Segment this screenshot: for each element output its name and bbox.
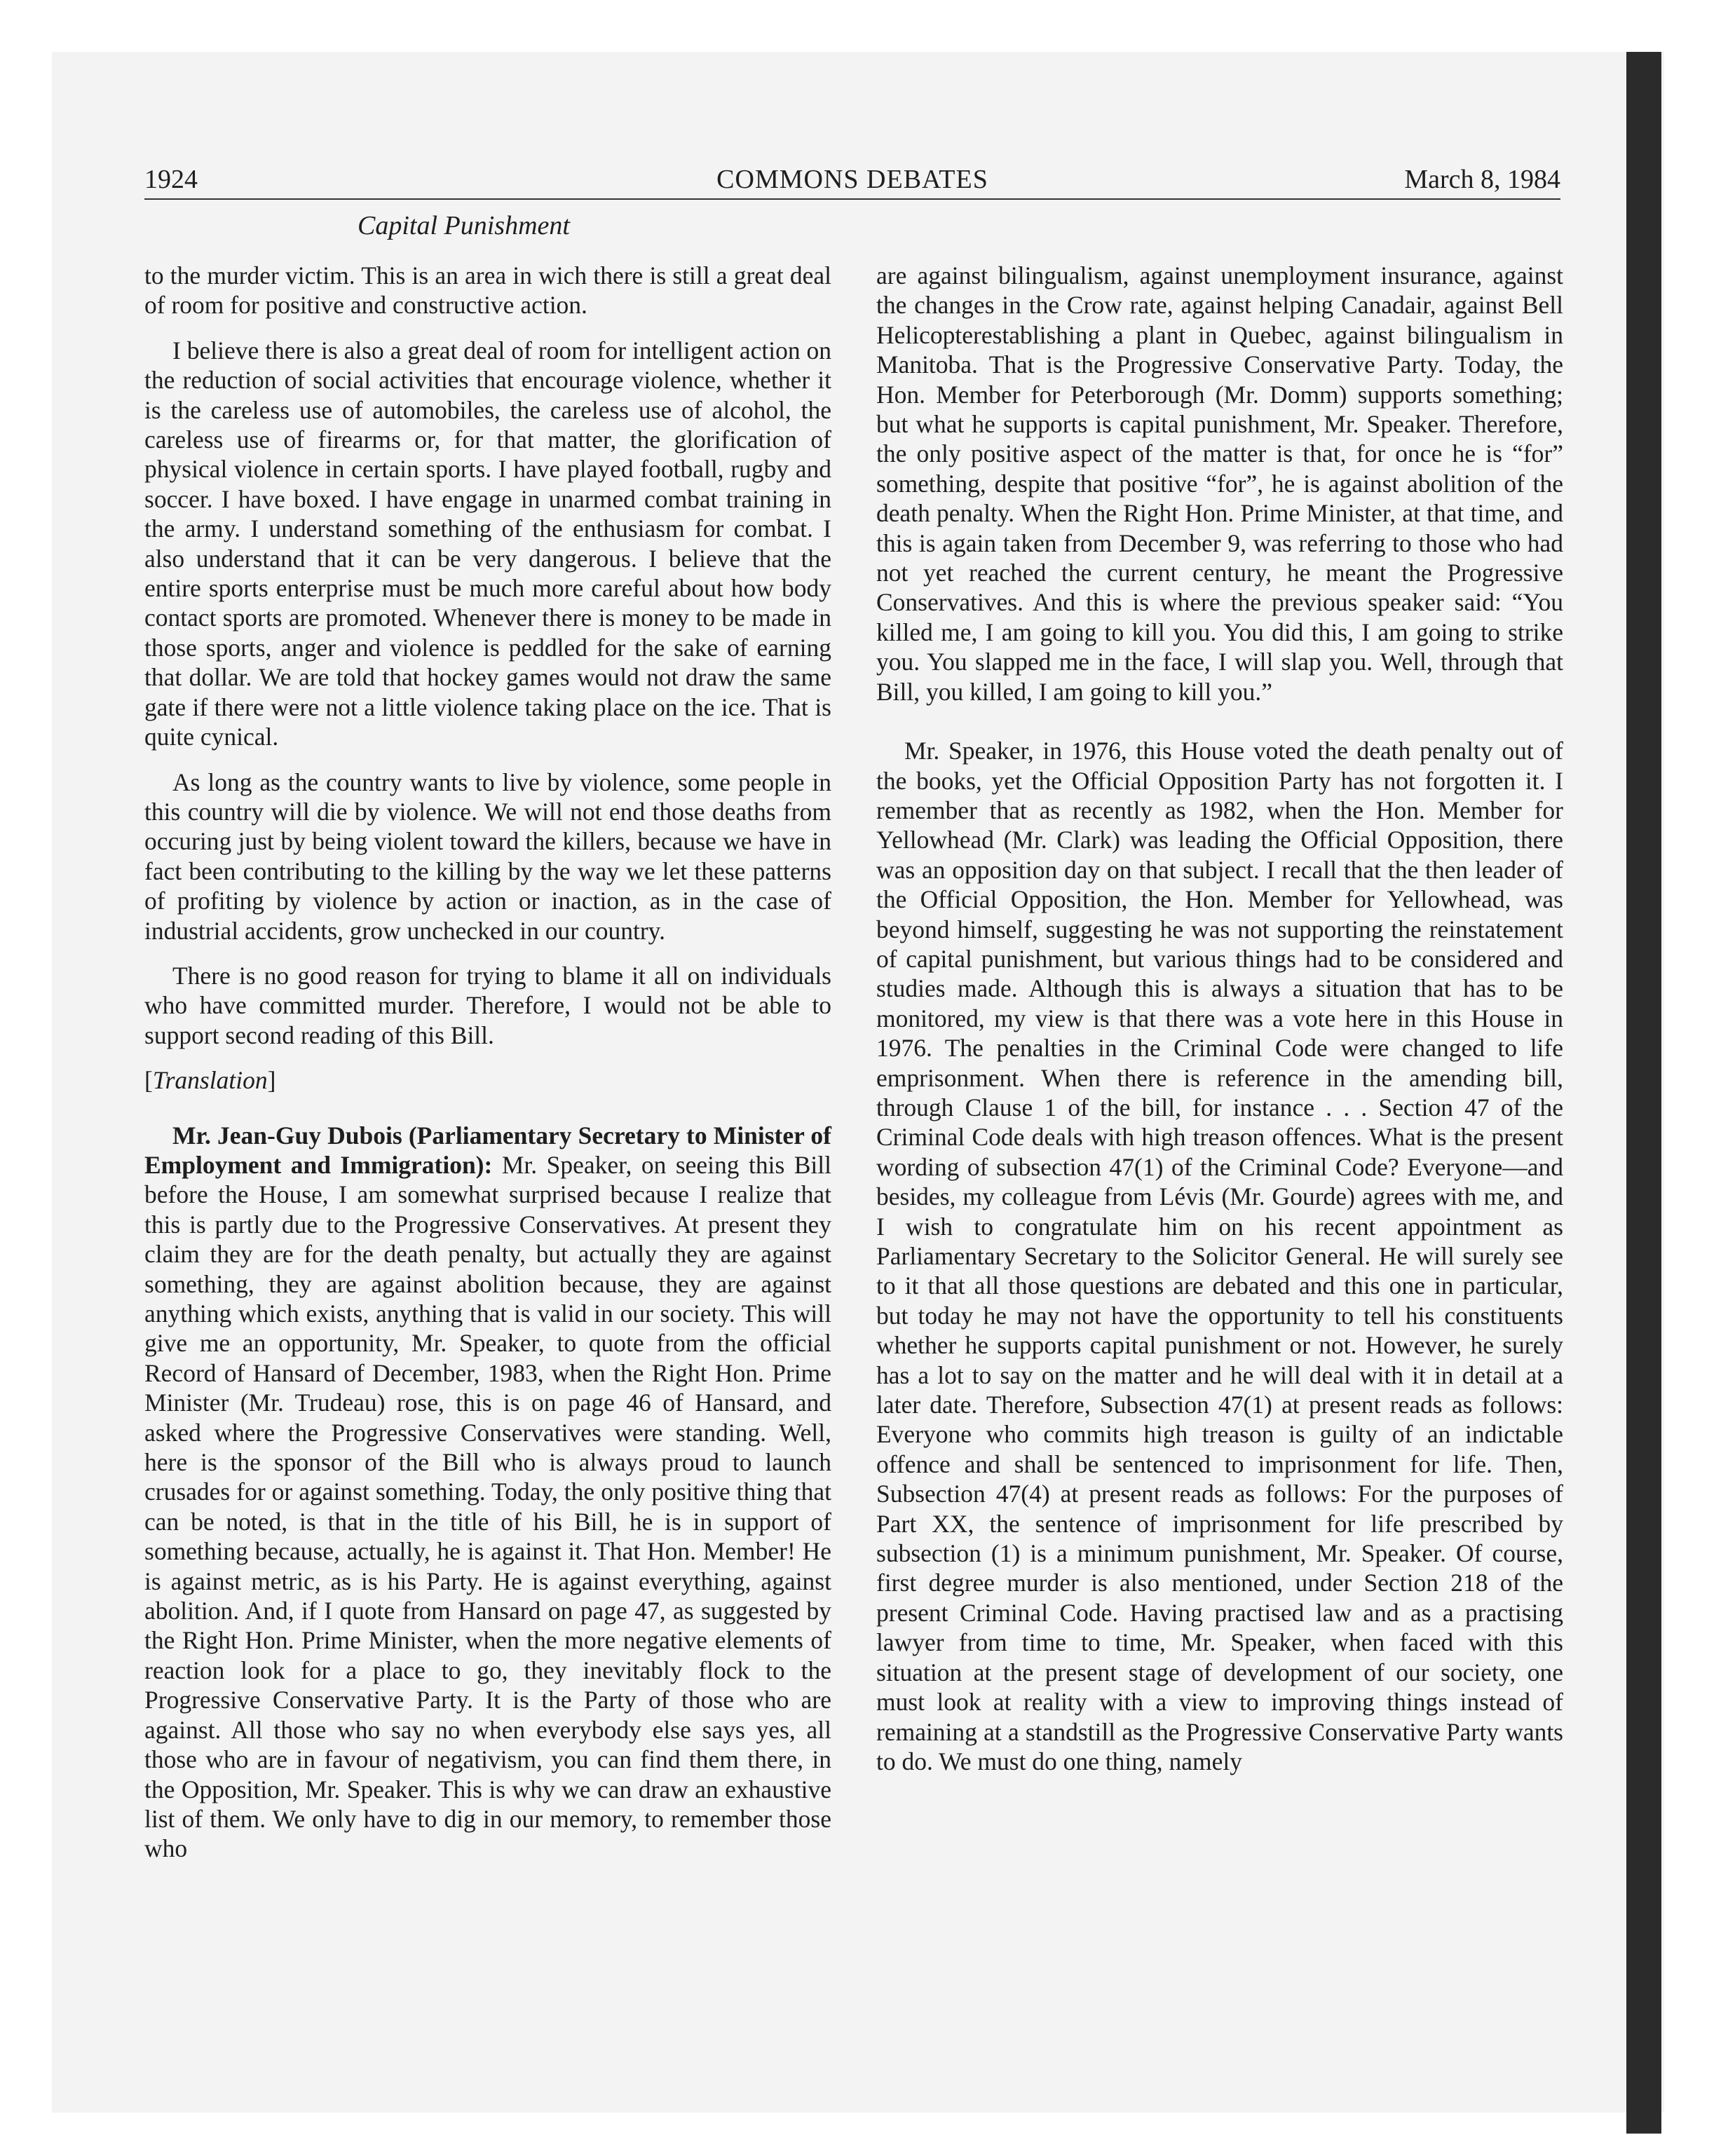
- paragraph: Mr. Speaker, in 1976, this House voted the death penalty out of the books, yet the Official Opposition Party has not forgotten it. I remember that as recently as 1982, when the Hon. Member for Yellowhead (Mr. Clark) was leading the Official Opposition, there was an opposition day on that subject. I recall that the then leader of the Official Opposition, the Hon. Member for Yellowhead, was beyond himself, suggesting he was not supporting the reinstatement of capital punishment, but various things had to be considered and studies made. Although this is always a situation that has to be monitored, my view is that there was a vote here in this House in 1976. The penalties in the Criminal Code were changed to life emprisonment. When there is reference in the amending bill, through Clause 1 of the bill, for instance . . . Section 47 of the Criminal Code deals with high treason offences. What is the present wording of subsection 47(1) of the Criminal Code? Everyone—and besides, my colleague from Lévis (Mr. Gourde) agrees with me, and I wish to congratulate him on his recent appointment as Parliamentary Secretary to the Solicitor General. He will surely see to it that all those questions are debated and this one in particular, but today he may not have the opportunity to tell his constituents whether he supports capital punishment or not. However, he surely has a lot to say on the matter and he will deal with it in detail at a later date. Therefore, Subsection 47(1) at present reads as follows: Everyone who commits high treason is guilty of an indictable offence and shall be sentenced to imprisonment for life. Then, Subsection 47(4) at present reads as follows: For the purposes of Part XX, the sentence of imprisonment for life prescribed by subsection (1) is a minimum punishment, Mr. Speaker. Of course, first degree murder is also mentioned, under Section 218 of the present Criminal Code. Having practised law and as a practising lawyer from time to time, Mr. Speaker, when faced with this situation at the present stage of development of our society, one must look at reality with a view to improving things instead of remaining at a standstill as the Progressive Conservative Party wants to do. We must do one thing, namely: [876, 737, 1563, 1775]
- bracket-open: [: [144, 1066, 153, 1095]
- page-header: [144, 163, 1560, 196]
- publication-date: March 8, 1984: [1404, 165, 1560, 194]
- paragraph: are against bilingualism, against unemployment insurance, against the changes in the Crow rate, against helping Canadair, against Bell Helicopterestablishing a plant in Quebec, against bilingualism in Manitoba. That is the Progressive Conservative Party. Today, the Hon. Member for Peterborough (Mr. Domm) supports something; but what he supports is capital punishment, Mr. Speaker. Therefore, the only positive aspect of the matter is that, for once he is “for” something, despite that positive “for”, he is against abolition of the death penalty. When the Right Hon. Prime Minister, at that time, and this is again taken from December 9, was referring to those who had not yet reached the current century, he meant the Progressive Conservatives. And this is where the previous speaker said: “You killed me, I am going to kill you. You did this, I am going to strike you. You slapped me in the face, I will slap you. Well, through that Bill, you killed, I am going to kill you.”: [876, 261, 1563, 706]
- paragraph: There is no good reason for trying to blame it all on individuals who have committed murder. Therefore, I would not be able to support second reading of this Bill.: [144, 961, 831, 1049]
- scan-edge-bar: [1626, 52, 1661, 2134]
- right-column: [876, 261, 1563, 1792]
- left-column: [144, 261, 831, 1879]
- header-rule: [144, 198, 1560, 200]
- page-number: 1924: [144, 165, 198, 194]
- translation-marker: [144, 1065, 831, 1095]
- publication-title: COMMONS DEBATES: [716, 165, 988, 194]
- speech-text: Mr. Speaker, on seeing this Bill before the House, I am somewhat surprised because I realize that this is partly due to the Progressive Conservatives. At present they claim they are for the death penalty, but actually they are against something, they are against abolition because, they are against anything which exists, anything that is valid in our society. This will give me an opportunity, Mr. Speaker, to quote from the official Record of Hansard of December, 1983, when the Right Hon. Prime Minister (Mr. Trudeau) rose, this is on page 46 of Hansard, and asked where the Progressive Conservatives were standing. Well, here is the sponsor of the Bill who is always proud to launch crusades for or against something. Today, the only positive thing that can be noted, is that in the title of his Bill, he is in support of something because, actually, he is against it. That Hon. Member! He is against metric, as is his Party. He is against everything, against abolition. And, if I quote from Hansard on page 47, as suggested by the Right Hon. Prime Minister, when the more negative elements of reaction look for a place to go, they inevitably flock to the Progressive Conservative Party. It is the Party of those who are against. All those who say no when everybody else says yes, all those who are in favour of negativism, you can find them there, in the Opposition, Mr. Speaker. This is why we can draw an exhaustive list of them. We only have to dig in our memory, to remember those who: [144, 1150, 832, 1863]
- speech-paragraph: [144, 1121, 831, 1864]
- translation-label: Translation: [152, 1066, 268, 1095]
- bracket-close: ]: [267, 1066, 276, 1095]
- paragraph: As long as the country wants to live by violence, some people in this country will die by violence. We will not end those deaths from occuring just by being violent toward the killers, because we have in fact been contributing to the killing by the way we let these patterns of profiting by violence by action or inaction, as in the case of industrial accidents, grow unchecked in our country.: [144, 767, 831, 945]
- section-title: Capital Punishment: [358, 211, 570, 240]
- speaker-name: Mr. Jean-Guy Dubois (Parliamentary Secretary to Minister of Employment and Immigration):: [144, 1121, 831, 1179]
- paragraph: to the murder victim. This is an area in wich there is still a great deal of room for positive and constructive action.: [144, 261, 831, 320]
- paragraph: I believe there is also a great deal of room for intelligent action on the reduction of social activities that encourage violence, whether it is the careless use of automobiles, the careless use of alcohol, the careless use of firearms or, for that matter, the glorification of physical violence in certain sports. I have played football, rugby and soccer. I have boxed. I have engage in unarmed combat training in the army. I understand something of the enthusiasm for combat. I also understand that it can be very dangerous. I believe that the entire sports enterprise must be much more careful about how body contact sports are promoted. Whenever there is money to be made in those sports, anger and violence is peddled for the sake of earning that dollar. We are told that hockey games would not draw the same gate if there were not a little violence taking place on the ice. That is quite cynical.: [144, 336, 831, 751]
